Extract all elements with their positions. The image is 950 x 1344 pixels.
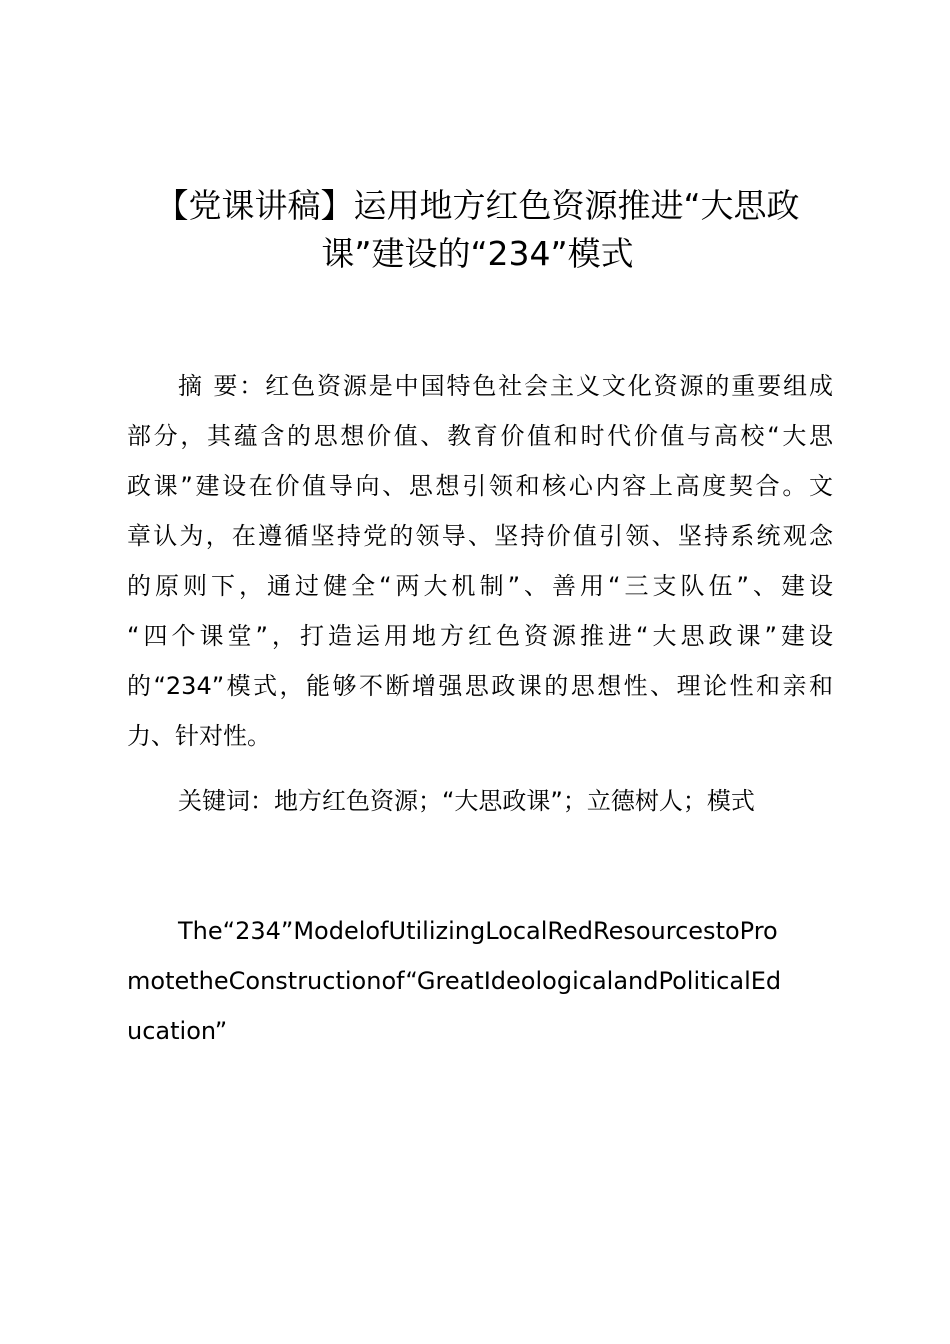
abstract-line: 摘 要：红色资源是中国特色社会主义文化资源的重要组成 bbox=[178, 372, 833, 400]
abstract-line: 章认为，在遵循坚持党的领导、坚持价值引领、坚持系统观念 bbox=[127, 522, 833, 550]
title-line-2: 课”建设的“234”模式 bbox=[321, 234, 634, 273]
title-line-1: 【党课讲稿】运用地方红色资源推进“大思政 bbox=[155, 186, 800, 225]
english-title-line: motetheConstructionof“GreatIdeologicalandPoliticalEd bbox=[127, 967, 782, 995]
english-title-line: The“234”ModelofUtilizingLocalRedResourcestoPro bbox=[178, 917, 778, 945]
abstract-line: 的原则下，通过健全“两大机制”、善用“三支队伍”、建设 bbox=[127, 572, 833, 600]
abstract-paragraph bbox=[127, 361, 833, 761]
keywords-line: 关键词：地方红色资源；“大思政课”；立德树人；模式 bbox=[178, 787, 755, 815]
abstract-line: 部分，其蕴含的思想价值、教育价值和时代价值与高校“大思 bbox=[127, 422, 833, 450]
abstract-line: “四个课堂”，打造运用地方红色资源推进“大思政课”建设 bbox=[127, 622, 833, 650]
abstract-line: 的“234”模式，能够不断增强思政课的思想性、理论性和亲和 bbox=[127, 672, 833, 700]
document-title bbox=[120, 182, 835, 278]
abstract-line: 政课”建设在价值导向、思想引领和核心内容上高度契合。文 bbox=[127, 472, 833, 500]
abstract-line: 力、针对性。 bbox=[127, 722, 271, 750]
english-title-line: ucation” bbox=[127, 1017, 228, 1045]
english-title bbox=[127, 906, 833, 1056]
